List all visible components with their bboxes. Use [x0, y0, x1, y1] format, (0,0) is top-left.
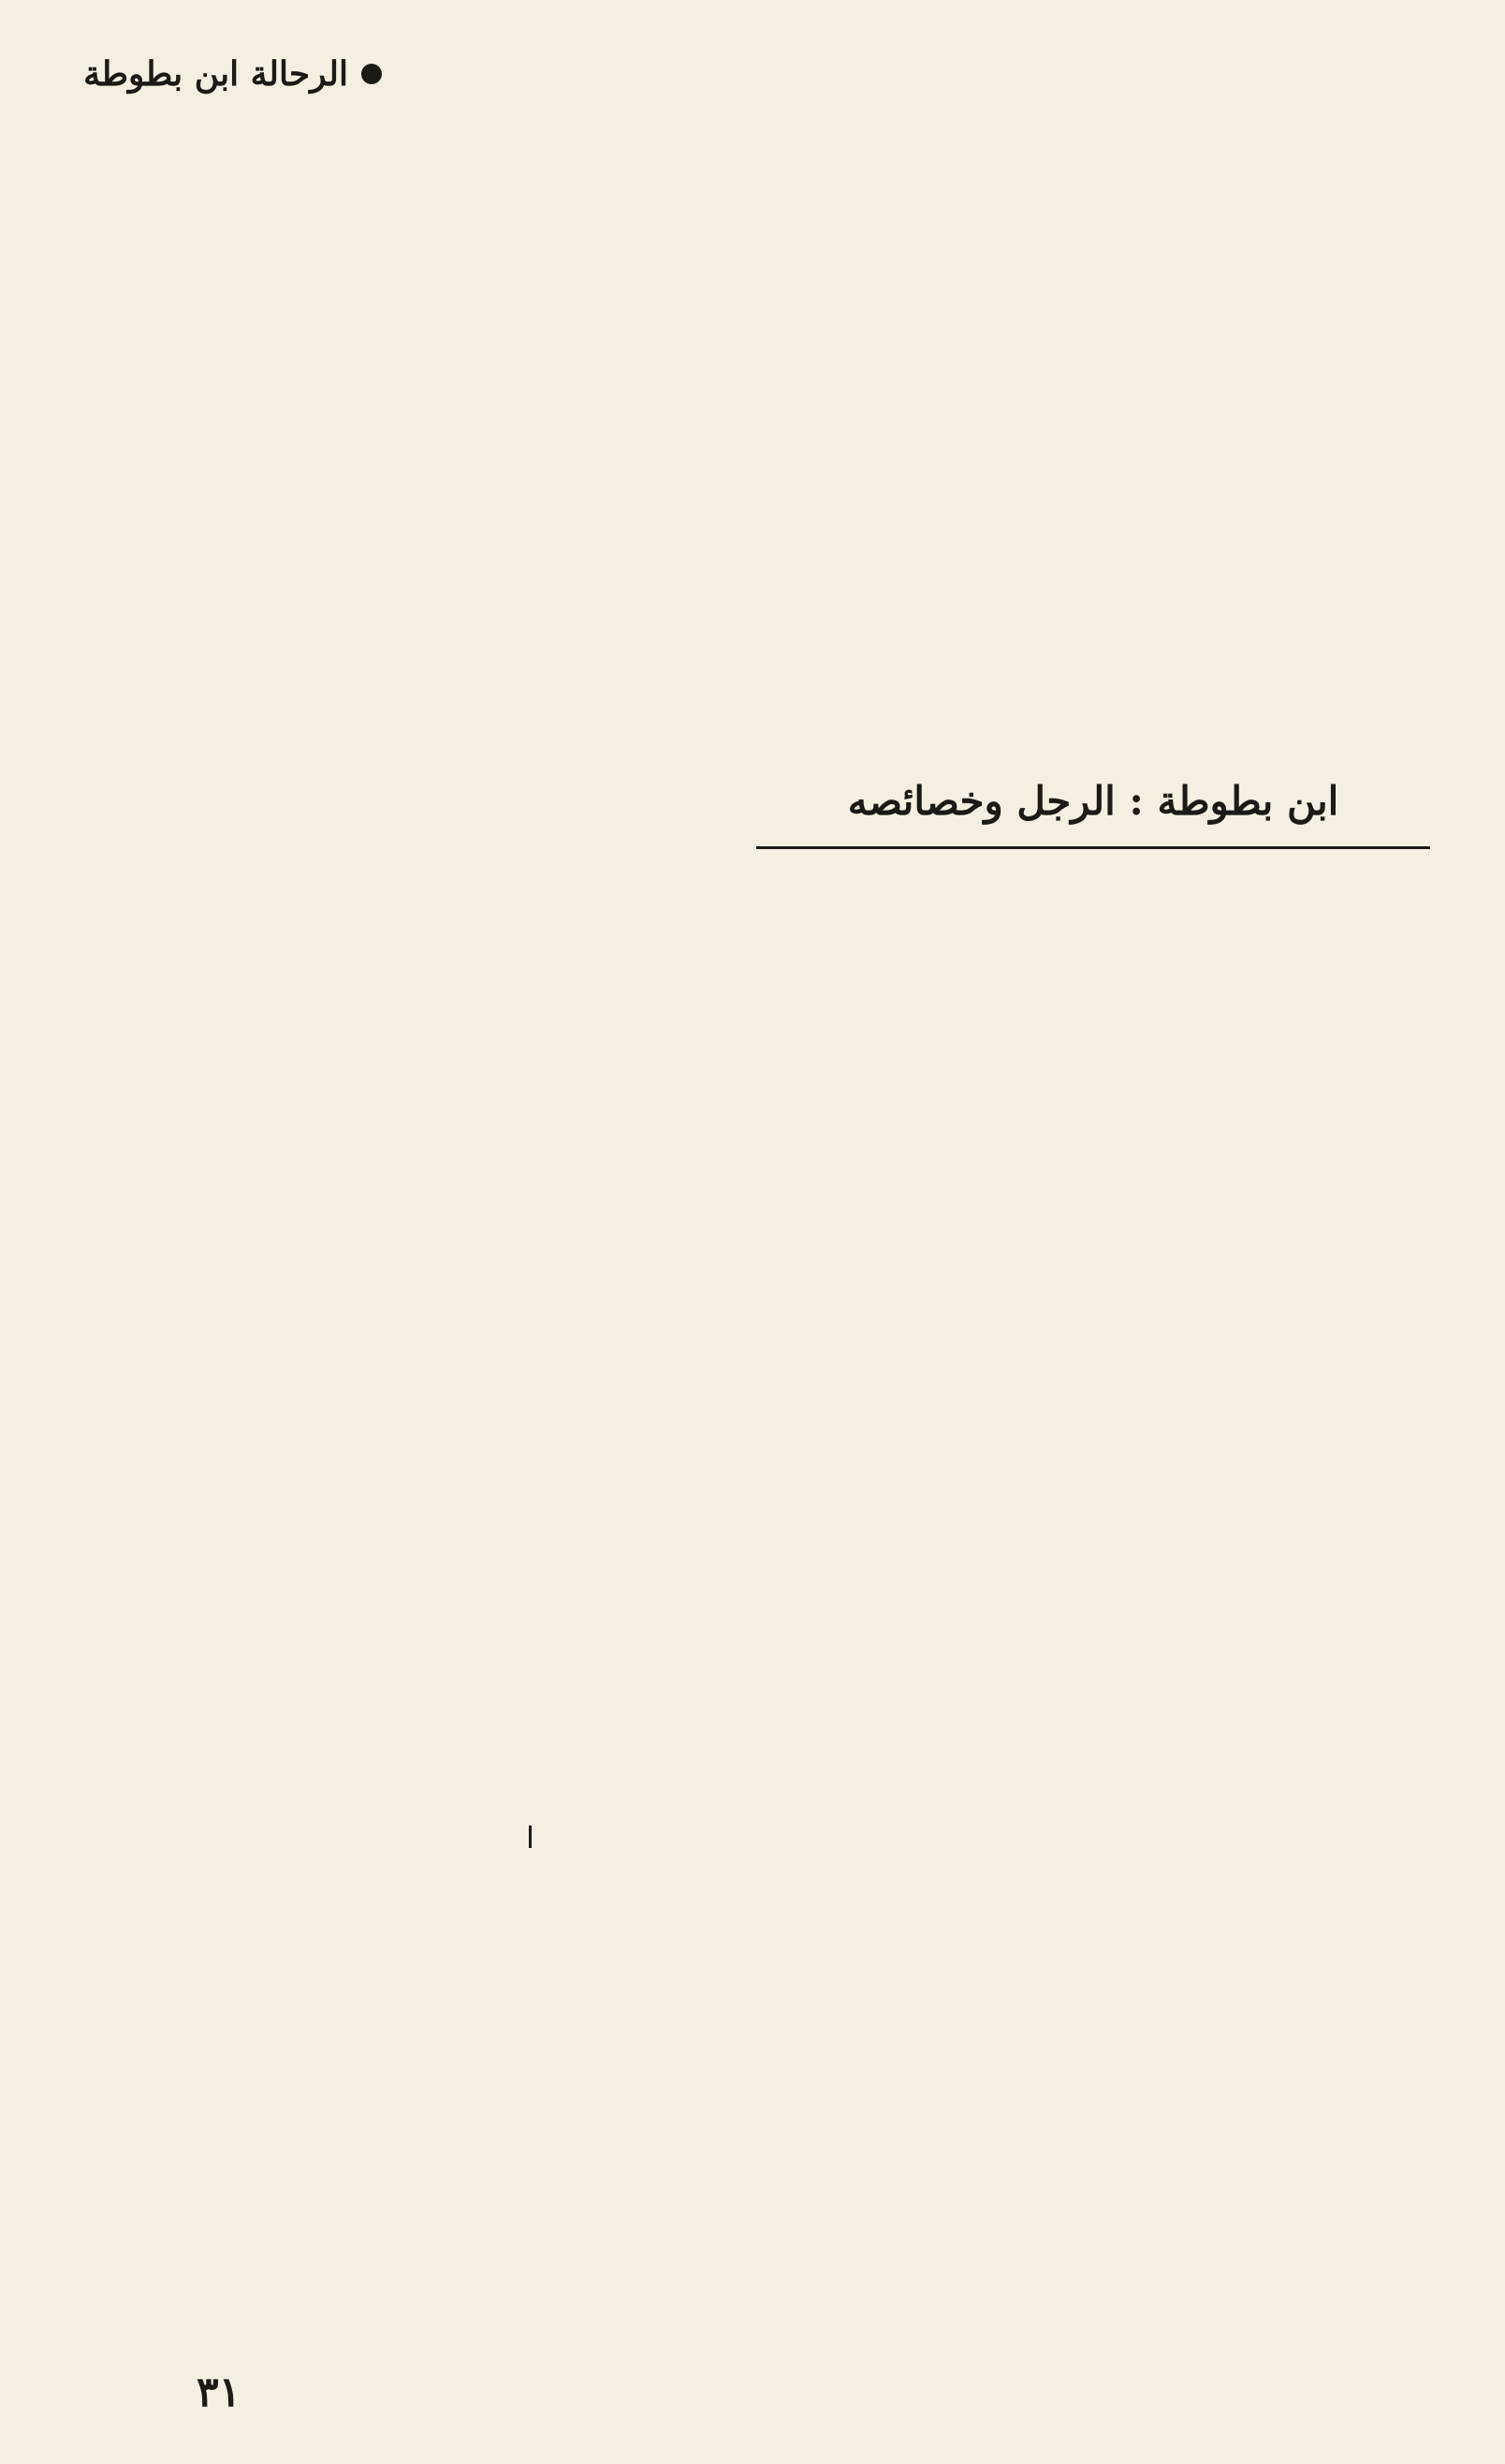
paragraph: [756, 487, 1430, 537]
paragraph: [37, 285, 711, 335]
page-number: ٣١: [197, 2369, 241, 2416]
paragraph: [756, 950, 1430, 1001]
paragraph: [37, 622, 711, 672]
paragraph: [756, 150, 1430, 200]
paragraph: [756, 419, 1430, 470]
section-heading: ابن بطوطة : الرجل وخصائصه: [756, 766, 1430, 849]
running-head: [45, 54, 382, 94]
paragraph: [37, 689, 711, 740]
paragraph: [37, 217, 711, 268]
paragraph: [37, 352, 711, 403]
paragraph: [756, 285, 1430, 335]
paragraph: [756, 554, 1430, 605]
paragraph: [756, 352, 1430, 403]
paragraph: [37, 487, 711, 537]
paragraph: [756, 217, 1430, 268]
paragraph: [37, 419, 711, 470]
bullet-icon: [361, 64, 382, 84]
paragraph: [37, 150, 711, 200]
paragraph: [756, 883, 1430, 933]
running-head-title: الرحالة ابن بطوطة: [83, 54, 348, 94]
paragraph: [756, 622, 1430, 672]
paragraph: [37, 554, 711, 605]
paragraph: [756, 1018, 1430, 1068]
paragraph: [756, 1085, 1430, 1136]
paragraph: [756, 689, 1430, 740]
right-column: [756, 150, 1430, 1152]
margin-tick: [529, 1826, 532, 1848]
left-column: [37, 150, 711, 756]
